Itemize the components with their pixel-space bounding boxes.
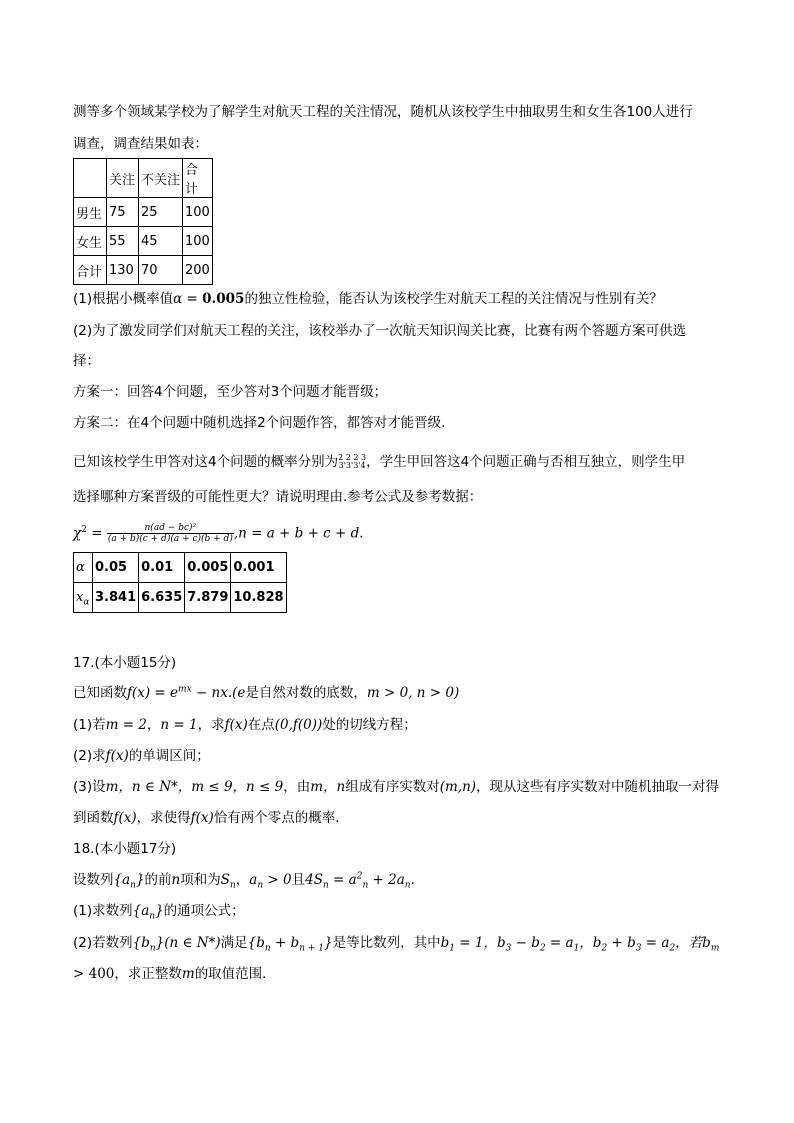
math: = <box>182 291 203 307</box>
math: = a <box>545 935 574 951</box>
math: ，b <box>579 935 602 951</box>
math: n <box>229 880 236 891</box>
p17-q1 <box>73 715 417 735</box>
text: 且 <box>291 872 306 888</box>
text: 已知函数 <box>73 685 127 701</box>
text: (3)设 <box>73 779 106 795</box>
text: 满足 <box>220 935 248 951</box>
math: χ <box>73 525 82 542</box>
math: mx <box>178 684 192 695</box>
math: 2 <box>356 871 363 882</box>
math: (0,f(0)) <box>274 717 323 733</box>
math: b <box>440 935 450 951</box>
p18-given <box>73 870 415 890</box>
p16-line1: 测等多个领域某学校为了解学生对航天工程的关注情况，随机从该校学生中抽取男生和女生各100人进行 <box>73 104 693 120</box>
table-cell: 45 <box>139 227 183 256</box>
table-row <box>74 256 213 285</box>
text: (2)若数列 <box>73 935 133 951</box>
table-row <box>74 583 287 613</box>
text: 设数列 <box>73 872 114 888</box>
numerator: n(ad − bc)² <box>107 523 234 534</box>
table-cell: 合计 <box>74 256 107 285</box>
p16-line2: 调查，调查结果如表： <box>73 136 208 152</box>
math: n + 1 <box>299 943 324 954</box>
math: m <box>181 966 195 982</box>
text: 是等比数列，其中 <box>332 935 441 951</box>
text: (1)根据小概率值 <box>73 291 174 307</box>
p17-q3-line2 <box>73 808 349 828</box>
math: α <box>76 560 85 575</box>
text: ，学生甲回答这4个问题正确与否相互独立，则学生甲 <box>366 454 686 470</box>
math: − b <box>511 935 540 951</box>
math: (m,n) <box>439 779 477 795</box>
table-row <box>74 553 287 583</box>
math: m > 0, n > 0) <box>366 685 460 701</box>
p18-title: 18.(本小题17分) <box>73 841 177 857</box>
math: ，若b <box>675 935 711 951</box>
text: 是自然对数的底数， <box>245 685 367 701</box>
table-cell: 100 <box>183 198 213 227</box>
math: } <box>324 935 333 951</box>
p16-known-line2: 选择哪种方案晋级的可能性更大？请说明理由.参考公式及参考数据： <box>73 489 483 505</box>
table-cell: 70 <box>139 256 183 285</box>
p18-q1 <box>73 901 245 921</box>
math: n <box>149 943 156 954</box>
math: {a <box>113 872 131 888</box>
math: n <box>362 880 369 891</box>
math: α <box>83 597 90 608</box>
text: 处的切线方程； <box>322 717 417 733</box>
math: {a <box>132 903 150 919</box>
table-cell: 不关注 <box>139 159 183 198</box>
text: 的单调区间； <box>128 748 210 764</box>
table-cell: 6.635 <box>139 583 185 613</box>
text: 的取值范围． <box>194 966 276 982</box>
text: 的前 <box>144 872 172 888</box>
math: n <box>404 880 411 891</box>
text: ， <box>235 872 250 888</box>
formula-fraction <box>107 523 234 544</box>
table-cell: 25 <box>139 198 183 227</box>
table-cell: 女生 <box>74 227 107 256</box>
table-row <box>74 159 213 198</box>
p16-plan2: 方案二：在4个问题中随机选择2个问题作答，都答对才能晋级． <box>73 415 455 431</box>
math: + 2a <box>368 872 405 888</box>
text: 的通项公式； <box>163 903 245 919</box>
p17-given <box>73 683 459 703</box>
text: 恰有两个零点的概率． <box>213 810 349 826</box>
math: m = 2 <box>105 717 147 733</box>
prob-fractions <box>338 454 366 470</box>
text: (2)求 <box>73 748 106 764</box>
math: − nx.(e <box>191 685 246 701</box>
math: n <box>171 872 181 888</box>
text: (1)若 <box>73 717 106 733</box>
text: ，求正整数 <box>114 966 182 982</box>
table-cell: 关注 <box>107 159 139 198</box>
table-cell <box>74 553 93 583</box>
math: 2 <box>539 943 546 954</box>
table-cell: 0.005 <box>185 553 231 583</box>
math: 2 <box>81 525 87 535</box>
math: m <box>710 943 720 954</box>
math: 3 <box>635 943 642 954</box>
text: ，由 <box>283 779 311 795</box>
math: 0.005 <box>202 291 245 307</box>
math: n <box>130 880 136 891</box>
table-cell: 0.001 <box>231 553 286 583</box>
p17-q3 <box>73 777 719 797</box>
text: ， <box>146 717 161 733</box>
table-cell: 0.01 <box>139 553 185 583</box>
math: 2 <box>669 943 676 954</box>
math: . <box>410 872 415 888</box>
p17-title: 17.(本小题15分) <box>73 655 177 671</box>
math: = <box>86 525 107 542</box>
p16-q2-line2: 择： <box>73 353 100 369</box>
p18-q2-line2 <box>73 964 276 984</box>
text: 的独立性检验，能否认为该校学生对航天工程的关注情况与性别有关？ <box>244 291 663 307</box>
math: = a <box>328 872 357 888</box>
math: + b <box>607 935 636 951</box>
table-cell: 10.828 <box>231 583 286 613</box>
math: S <box>220 872 230 888</box>
table-cell: 200 <box>183 256 213 285</box>
reference-table <box>73 552 287 613</box>
math: 3 <box>505 943 512 954</box>
math: } <box>155 903 164 919</box>
text: (1)求数列 <box>73 903 133 919</box>
text: 组成有序实数对 <box>345 779 440 795</box>
table-cell: 75 <box>107 198 139 227</box>
math: n <box>257 880 264 891</box>
math: n <box>149 911 156 922</box>
math: n = 1 <box>160 717 198 733</box>
text: ，现从这些有序实数对中随机抽取一对得 <box>476 779 720 795</box>
text: 项和为 <box>180 872 221 888</box>
table-cell: 男生 <box>74 198 107 227</box>
math: {b <box>247 935 265 951</box>
math: n <box>264 943 271 954</box>
chi-square-formula <box>73 523 364 544</box>
math: f(x) <box>224 717 248 733</box>
math: = a <box>641 935 670 951</box>
math: α <box>173 291 183 307</box>
math: f(x) <box>105 748 129 764</box>
p17-q2 <box>73 746 210 766</box>
math: a <box>249 872 258 888</box>
math: > 0 <box>263 872 292 888</box>
text: ，求使得 <box>136 810 191 826</box>
text: 到函数 <box>73 810 114 826</box>
table-cell: 合计 <box>183 159 213 198</box>
math: 4S <box>305 872 323 888</box>
survey-table <box>73 158 213 285</box>
math: f(x) = e <box>127 685 179 701</box>
math: {b <box>132 935 150 951</box>
table-cell: 130 <box>107 256 139 285</box>
table-cell: 7.879 <box>185 583 231 613</box>
math: } <box>135 872 145 888</box>
math: ,n = a + b + c + d. <box>233 525 364 542</box>
table-cell: 0.05 <box>93 553 139 583</box>
p16-q1 <box>73 289 663 309</box>
p16-plan1: 方案一：回答4个问题，至少答对3个问题才能晋级； <box>73 384 388 400</box>
math: 1 <box>573 943 580 954</box>
text: ，求 <box>197 717 225 733</box>
table-row <box>74 198 213 227</box>
p18-q2 <box>73 933 719 953</box>
math: = 1，b <box>454 935 506 951</box>
math: 2 <box>601 943 608 954</box>
text: 在点 <box>247 717 275 733</box>
table-cell: 100 <box>183 227 213 256</box>
math: n <box>322 880 329 891</box>
math: 1 <box>449 943 455 954</box>
denominator: (a + b)(c + d)(a + c)(b + d) <box>107 534 233 544</box>
math: + b <box>270 935 300 951</box>
frac-top: 2 2 2 3 <box>338 453 367 462</box>
frac-bottom: 3'3'3'4 <box>338 461 366 470</box>
table-cell: 55 <box>107 227 139 256</box>
math: m，n <box>310 779 346 795</box>
math: f(x) <box>113 810 137 826</box>
table-cell <box>74 583 93 613</box>
p16-q2-line1: (2)为了激发同学们对航天工程的关注，该校举办了一次航天知识闯关比赛，比赛有两个答题方案可供选 <box>73 323 687 339</box>
table-cell <box>74 159 107 198</box>
math: f(x) <box>190 810 214 826</box>
table-row <box>74 227 213 256</box>
math: }(n ∈ N*) <box>155 935 221 951</box>
math: m，n ∈ N*，m ≤ 9，n ≤ 9 <box>105 779 284 795</box>
text: 已知该校学生甲答对这4个问题的概率分别为 <box>73 454 339 470</box>
math: > 400 <box>73 966 115 982</box>
table-cell: 3.841 <box>93 583 139 613</box>
p16-known <box>73 452 685 472</box>
math: x <box>76 590 84 605</box>
